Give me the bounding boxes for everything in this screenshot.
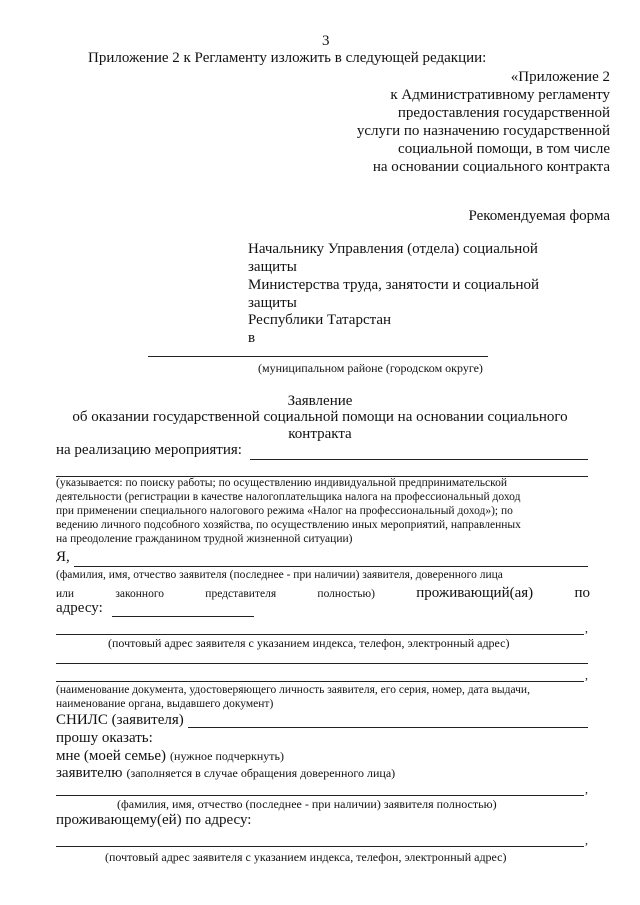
appendix-header-line: услуги по назначению государственной xyxy=(356,123,610,139)
postal-note-2: (почтовый адрес заявителя с указанием индекса, телефон, электронный адрес) xyxy=(105,850,507,864)
fio-note-word: по xyxy=(574,585,590,601)
appendix-header-line: предоставления государственной xyxy=(397,105,610,121)
activity-note-line: на преодоление гражданином трудной жизненной ситуации) xyxy=(56,533,353,545)
activity-note-line: ведению личного подсобного хозяйства, по осуществлению иных мероприятий, направленных xyxy=(56,519,521,531)
addressee-line: Начальнику Управления (отдела) социальной xyxy=(248,241,538,257)
me-family-option[interactable]: мне (моей семье) xyxy=(56,748,167,764)
addressee-line: Министерства труда, занятости и социальной xyxy=(248,277,540,293)
addressee-line: защиты xyxy=(248,259,297,275)
postal-note: (почтовый адрес заявителя с указанием индекса, телефон, электронный адрес) xyxy=(108,636,510,650)
me-family-note: (нужное подчеркнуть) xyxy=(170,749,284,763)
applicant-name-line[interactable] xyxy=(74,566,588,567)
id-note-line: (наименование документа, удостоверяющего личность заявителя, его серия, номер, дата выдачи, xyxy=(56,684,530,696)
id-note-line: наименование органа, выдавшего документ) xyxy=(56,698,274,710)
addressee-line: Республики Татарстан xyxy=(248,312,392,328)
me-family-line xyxy=(56,748,284,764)
id-document-line[interactable] xyxy=(56,663,588,664)
document-subtitle-cont: контракта xyxy=(288,426,352,442)
i-label: Я, xyxy=(56,549,70,565)
residing-address-line[interactable] xyxy=(56,846,584,847)
line-end-comma: , xyxy=(585,668,588,682)
id-document-line-2[interactable] xyxy=(56,681,584,682)
document-subtitle: об оказании государственной социальной помощи на основании социального xyxy=(72,409,568,425)
residing-label: проживающему(ей) по адресу: xyxy=(56,812,252,828)
line-end-comma: , xyxy=(585,782,588,796)
activity-note-line: при применении специального налогового режима «Налог на профессиональный доход»); по xyxy=(56,505,513,517)
appendix-header-line: социальной помощи, в том числе xyxy=(398,141,610,157)
fio-note-word: представителя xyxy=(205,588,277,600)
applicant-line xyxy=(56,765,395,781)
recommended-form-label: Рекомендуемая форма xyxy=(468,208,610,224)
address-field-line[interactable] xyxy=(112,616,254,617)
appendix-header-line: к Административному регламенту xyxy=(390,87,610,103)
municipal-caption: (муниципальном районе (городском округе) xyxy=(258,361,483,375)
fio-note-word: проживающий(ая) xyxy=(416,585,534,601)
snils-label: СНИЛС (заявителя) xyxy=(56,712,184,728)
snils-field-line[interactable] xyxy=(188,727,588,728)
municipal-field-line[interactable] xyxy=(148,356,488,357)
document-title: Заявление xyxy=(287,393,353,409)
addressee-line: защиты xyxy=(248,295,297,311)
applicant-full-name-line[interactable] xyxy=(56,795,584,796)
line-end-comma: , xyxy=(585,621,588,635)
intro-line: Приложение 2 к Регламенту изложить в следующей редакции: xyxy=(88,50,487,66)
postal-address-line[interactable] xyxy=(56,634,584,635)
ask-label: прошу оказать: xyxy=(56,730,153,746)
applicant-note: (заполняется в случае обращения доверенного лица) xyxy=(126,766,396,780)
applicant-option[interactable]: заявителю xyxy=(56,765,123,781)
line-end-comma: , xyxy=(585,833,588,847)
fio-full-note: (фамилия, имя, отчество (последнее - при наличии) заявителя полностью) xyxy=(117,797,497,811)
page-number: 3 xyxy=(322,33,330,49)
fio-note-word: или xyxy=(56,588,75,600)
appendix-header-line: «Приложение 2 xyxy=(510,69,610,85)
appendix-header-line: на основании социального контракта xyxy=(372,159,610,175)
activity-note-line: (указывается: по поиску работы; по осуществлению индивидуальной предпринимательской xyxy=(56,477,508,489)
address-label: адресу: xyxy=(56,600,103,616)
addressee-line: в xyxy=(248,330,256,346)
activity-note-line: деятельности (регистрации в качестве налогоплательщика налога на профессиональный доход xyxy=(56,491,521,503)
fio-note-word: законного xyxy=(115,588,164,600)
fio-note-line-2 xyxy=(56,586,590,601)
activity-field-line[interactable] xyxy=(250,459,588,460)
fio-note-word: полностью) xyxy=(317,588,375,600)
fio-note: (фамилия, имя, отчество заявителя (последнее - при наличии) заявителя, доверенного лица xyxy=(56,569,503,581)
activity-label: на реализацию мероприятия: xyxy=(56,442,242,458)
